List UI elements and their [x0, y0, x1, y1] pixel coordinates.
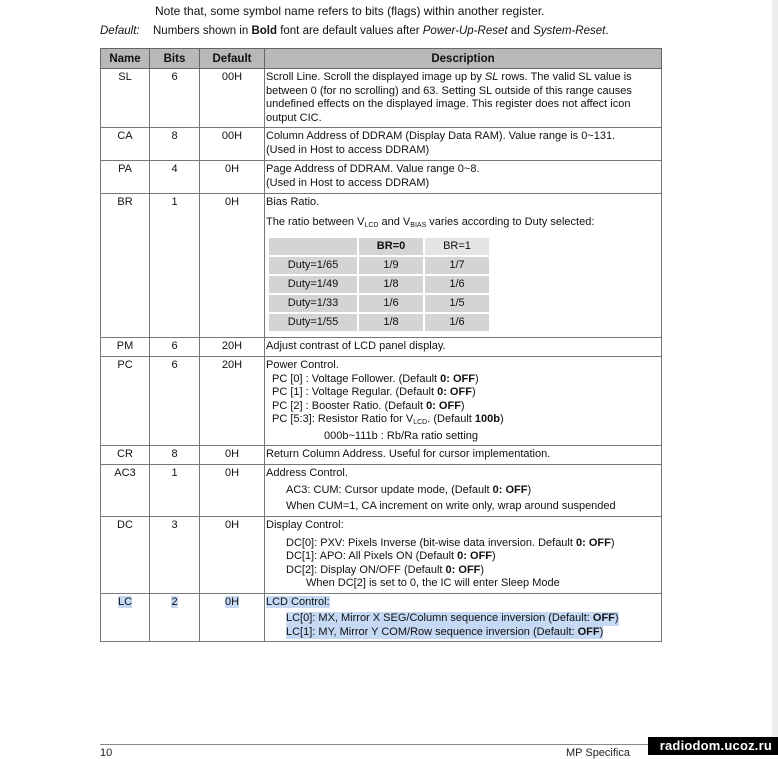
cell-name: PA: [101, 161, 150, 194]
cell-name: AC3: [101, 465, 150, 517]
header-name: Name: [101, 49, 150, 69]
cell-name: LC: [101, 593, 150, 642]
cell-name: CR: [101, 446, 150, 465]
bias-br1: 1/7: [425, 257, 489, 274]
cell-bits: 6: [150, 69, 200, 128]
cell-bits: 2: [150, 593, 200, 642]
page-number: 10: [100, 747, 113, 759]
cell-bits: 1: [150, 465, 200, 517]
cell-default: 0H: [200, 517, 265, 594]
table-row-dc: [101, 517, 662, 594]
cell-description: Adjust contrast of LCD panel display.: [265, 338, 662, 357]
default-label: Default:: [100, 25, 140, 37]
cell-default: 0H: [200, 446, 265, 465]
bias-br0: 1/9: [359, 257, 423, 274]
table-row-lc: [101, 593, 662, 642]
cell-description: Power Control. PC [0] : Voltage Follower. (Default 0: OFF) PC [1] : Voltage Regular. (Default 0: OFF) PC [2] : Booster Ratio. (Default 0: OFF) PC [5:3]: Resistor Ratio for $V_{LCD}$. (Default 100b) 000b~111b : Rb/Ra ratio setting: [265, 357, 662, 446]
cell-name: PC: [101, 357, 150, 446]
bias-duty: Duty=1/55: [269, 314, 357, 331]
cell-default: 0H: [200, 465, 265, 517]
cell-description: Return Column Address. Useful for cursor implementation.: [265, 446, 662, 465]
cell-name: PM: [101, 338, 150, 357]
cell-bits: 3: [150, 517, 200, 594]
bias-br0: 1/8: [359, 276, 423, 293]
cell-default: 0H: [200, 161, 265, 194]
table-row-pm: [101, 338, 662, 357]
bias-row: [269, 314, 489, 331]
cell-default: 20H: [200, 338, 265, 357]
table-row-ca: [101, 128, 662, 161]
cell-description: LCD Control: LC[0]: MX, Mirror X SEG/Column sequence inversion (Default: OFF) LC[1]: MY, Mirror Y COM/Row sequence inversion (Default: OFF): [265, 593, 662, 642]
bias-table-corner: [269, 238, 357, 255]
cell-name: CA: [101, 128, 150, 161]
table-row-sl: [101, 69, 662, 128]
cell-default: 20H: [200, 357, 265, 446]
bias-duty: Duty=1/33: [269, 295, 357, 312]
bias-col-br1: BR=1: [425, 238, 489, 255]
cell-description: Scroll Line. Scroll the displayed image up by SL rows. The valid SL value is between 0 (for no scrolling) and 63. Setting SL outside of this range causes undefined effects on the displayed image. This register does not affect icon output CIC.: [265, 69, 662, 128]
cell-bits: 1: [150, 194, 200, 338]
bias-row: [269, 276, 489, 293]
table-row-pa: [101, 161, 662, 194]
cell-bits: 8: [150, 446, 200, 465]
bias-br1: 1/5: [425, 295, 489, 312]
cell-description: Display Control: DC[0]: PXV: Pixels Inverse (bit-wise data inversion. Default 0: OFF) DC[1]: APO: All Pixels ON (Default 0: OFF) DC[2]: Display ON/OFF (Default 0: OFF) When DC[2] is set to 0, the IC will enter Sleep Mode: [265, 517, 662, 594]
cell-name: DC: [101, 517, 150, 594]
table-row-br: [101, 194, 662, 338]
bias-ratio-table: [267, 236, 491, 333]
bias-br0: 1/6: [359, 295, 423, 312]
cell-default: 00H: [200, 128, 265, 161]
header-description: Description: [265, 49, 662, 69]
cell-bits: 4: [150, 161, 200, 194]
bias-duty: Duty=1/49: [269, 276, 357, 293]
table-row-cr: [101, 446, 662, 465]
bias-row: [269, 295, 489, 312]
window-edge: [772, 0, 778, 755]
footer-rule: [100, 744, 660, 745]
cell-default: 00H: [200, 69, 265, 128]
cell-bits: 6: [150, 338, 200, 357]
table-row-ac3: [101, 465, 662, 517]
cell-description: Bias Ratio. The ratio between $V_{LCD}$ and $V_{BIAS}$ varies according to Duty selected: BR=0 BR=1 Duty=1/65 1/9 1/7 Duty=1/49 1/8 1/6 Duty=1/33 1/6 1/5 Duty=1/55 1/8 1/6: [265, 194, 662, 338]
bias-br1: 1/6: [425, 276, 489, 293]
cell-bits: 6: [150, 357, 200, 446]
table-row-pc: [101, 357, 662, 446]
cell-bits: 8: [150, 128, 200, 161]
intro-note: Note that, some symbol name refers to bits (flags) within another register.: [155, 4, 545, 18]
watermark: radiodom.ucoz.ru: [648, 737, 778, 755]
cell-default: 0H: [200, 194, 265, 338]
cell-default: 0H: [200, 593, 265, 642]
cell-description: Page Address of DDRAM. Value range 0~8. (Used in Host to access DDRAM): [265, 161, 662, 194]
header-default: Default: [200, 49, 265, 69]
table-header: [101, 49, 662, 69]
bias-br1: 1/6: [425, 314, 489, 331]
cell-description: Address Control. AC3: CUM: Cursor update mode, (Default 0: OFF) When CUM=1, CA increment on write only, wrap around suspended: [265, 465, 662, 517]
default-description: Numbers shown in Bold font are default values after Power-Up-Reset and System-Reset.: [153, 25, 609, 37]
bias-row: [269, 257, 489, 274]
cell-description: Column Address of DDRAM (Display Data RAM). Value range is 0~131. (Used in Host to access DDRAM): [265, 128, 662, 161]
bias-br0: 1/8: [359, 314, 423, 331]
cell-name: BR: [101, 194, 150, 338]
cell-name: SL: [101, 69, 150, 128]
footer-title: MP Specifica: [566, 747, 630, 759]
bias-col-br0: BR=0: [359, 238, 423, 255]
register-table: [100, 48, 662, 642]
bias-duty: Duty=1/65: [269, 257, 357, 274]
header-bits: Bits: [150, 49, 200, 69]
